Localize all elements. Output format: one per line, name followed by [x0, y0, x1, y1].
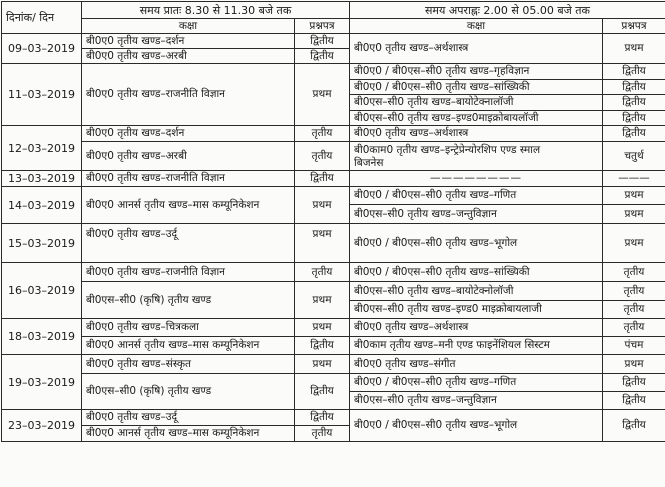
date-cell: 13–03–2019: [2, 171, 82, 187]
morning-class-cell: बी0ए0 तृतीय खण्ड–संस्कृत: [82, 355, 295, 374]
date-cell: 16–03–2019: [2, 263, 82, 319]
morning-paper-cell: तृतीय: [295, 426, 350, 442]
evening-paper-cell: प्रथम: [603, 205, 665, 224]
date-day-header: दिनांक/ दिन: [2, 2, 82, 34]
evening-paper-cell: तृतीय: [603, 282, 665, 301]
morning-class-cell: बी0ए0 तृतीय खण्ड–अरबी: [82, 142, 295, 171]
evening-paper-cell: तृतीय: [603, 319, 665, 337]
table-row: [2, 282, 665, 301]
evening-paper-cell: द्वितीय: [603, 64, 665, 80]
table-row: [2, 142, 665, 157]
evening-class-line: बी0काम0 तृतीय खण्ड–इन्ट्रेप्रेन्योरशिप एण्ड स्माल: [354, 144, 541, 156]
evening-paper-header: प्रश्नपत्र: [603, 19, 665, 34]
table-row: [2, 34, 665, 49]
evening-paper-cell: प्रथम: [603, 187, 665, 205]
morning-class-cell: बी0एस–सी0 (कृषि) तृतीय खण्ड: [82, 374, 295, 410]
morning-paper-cell: प्रथम: [295, 187, 350, 224]
evening-class-cell: बी0एस–सी0 तृतीय खण्ड–बायोटेक्नोलॉजी: [350, 282, 603, 301]
evening-class-cell: बी0एस–सी0 तृतीय खण्ड–बायोटेक्नालॉजी: [350, 95, 603, 111]
morning-class-cell: बी0ए0 तृतीय खण्ड–उर्दू: [82, 224, 295, 263]
table-row: [2, 337, 665, 355]
morning-paper-header: प्रश्नपत्र: [295, 19, 350, 34]
morning-class-cell: बी0ए0 तृतीय खण्ड–अरबी: [82, 49, 295, 64]
morning-paper-cell: द्वितीय: [295, 171, 350, 187]
evening-class-cell: बी0ए0 / बी0एस–सी0 तृतीय खण्ड–भूगोल: [350, 410, 603, 442]
date-cell: 23–03–2019: [2, 410, 82, 442]
morning-class-cell: बी0ए0 तृतीय खण्ड–राजनीति विज्ञान: [82, 263, 295, 282]
morning-paper-cell: प्रथम: [295, 319, 350, 337]
evening-paper-cell: पंचम: [603, 337, 665, 355]
date-cell: 12–03–2019: [2, 126, 82, 171]
evening-paper-cell: चतुर्थ: [603, 142, 665, 171]
table-row: [2, 224, 665, 263]
table-row: [2, 319, 665, 337]
table-row: [2, 126, 665, 142]
evening-paper-cell: द्वितीय: [603, 111, 665, 126]
evening-class-cell: बी0ए0 तृतीय खण्ड–संगीत: [350, 355, 603, 374]
evening-paper-cell: प्रथम: [603, 355, 665, 374]
evening-class-cell: [350, 142, 603, 171]
morning-paper-cell: द्वितीय: [295, 337, 350, 355]
evening-paper-cell: द्वितीय: [603, 392, 665, 410]
table-row: [2, 263, 665, 282]
morning-paper-cell: तृतीय: [295, 263, 350, 282]
morning-class-cell: बी0ए0 तृतीय खण्ड–राजनीति विज्ञान: [82, 64, 295, 126]
table-row: [2, 171, 665, 187]
evening-class-cell: बी0ए0 / बी0एस–सी0 तृतीय खण्ड–सांख्यिकी: [350, 263, 603, 282]
morning-paper-cell: तृतीय: [295, 142, 350, 171]
evening-class-cell: बी0ए0 / बी0एस–सी0 तृतीय खण्ड–गणित: [350, 374, 603, 392]
morning-class-cell: बी0ए0 आनर्स तृतीय खण्ड–मास कम्यूनिकेशन: [82, 337, 295, 355]
evening-paper-cell: तृतीय: [603, 301, 665, 319]
morning-class-cell: बी0ए0 तृतीय खण्ड–राजनीति विज्ञान: [82, 171, 295, 187]
morning-paper-cell: द्वितीय: [295, 374, 350, 410]
evening-class-line: बिजनेस: [354, 157, 384, 169]
evening-paper-cell: द्वितीय: [603, 410, 665, 442]
table-row: [2, 410, 665, 426]
evening-class-cell: ————————: [350, 171, 603, 187]
date-cell: 18–03–2019: [2, 319, 82, 355]
morning-paper-cell: द्वितीय: [295, 410, 350, 426]
morning-class-header: कक्षा: [82, 19, 295, 34]
date-cell: 15–03–2019: [2, 224, 82, 263]
date-cell: 11–03–2019: [2, 64, 82, 126]
morning-class-cell: बी0एस–सी0 (कृषि) तृतीय खण्ड: [82, 282, 295, 319]
table-row: [2, 374, 665, 392]
evening-class-cell: बी0एस–सी0 तृतीय खण्ड–जन्तुविज्ञान: [350, 205, 603, 224]
evening-class-cell: बी0ए0 तृतीय खण्ड–अर्थशास्त्र: [350, 319, 603, 337]
morning-class-cell: बी0ए0 तृतीय खण्ड–उर्दू: [82, 410, 295, 426]
table-row: [2, 355, 665, 374]
exam-schedule-table: [1, 1, 665, 442]
morning-class-cell: बी0ए0 आनर्स तृतीय खण्ड–मास कम्यूनिकेशन: [82, 187, 295, 224]
evening-session-header: समय अपराह्नः 2.00 से 05.00 बजे तक: [350, 2, 665, 19]
date-cell: 19–03–2019: [2, 355, 82, 410]
morning-paper-cell: द्वितीय: [295, 34, 350, 49]
morning-class-cell: बी0ए0 आनर्स तृतीय खण्ड–मास कम्यूनिकेशन: [82, 426, 295, 442]
evening-class-cell: बी0ए0 तृतीय खण्ड–अर्थशास्त्र: [350, 126, 603, 142]
evening-paper-cell: द्वितीय: [603, 126, 665, 142]
table-row: [2, 64, 665, 80]
evening-class-cell: बी0एस–सी0 तृतीय खण्ड–जन्तुविज्ञान: [350, 392, 603, 410]
morning-paper-cell: प्रथम: [295, 282, 350, 319]
evening-paper-cell: तृतीय: [603, 263, 665, 282]
evening-class-cell: बी0काम तृतीय खण्ड–मनी एण्ड फाइनेंशियल सिस्टम: [350, 337, 603, 355]
evening-class-cell: बी0ए0 / बी0एस–सी0 तृतीय खण्ड–गृहविज्ञान: [350, 64, 603, 80]
evening-paper-cell: प्रथम: [603, 224, 665, 263]
evening-paper-cell: द्वितीय: [603, 374, 665, 392]
evening-class-cell: बी0ए0 / बी0एस–सी0 तृतीय खण्ड–सांख्यिकी: [350, 80, 603, 95]
evening-class-cell: बी0ए0 / बी0एस–सी0 तृतीय खण्ड–गणित: [350, 187, 603, 205]
date-cell: 14–03–2019: [2, 187, 82, 224]
morning-session-header: समय प्रातः 8.30 से 11.30 बजे तक: [82, 2, 350, 19]
morning-paper-cell: तृतीय: [295, 126, 350, 142]
morning-paper-cell: प्रथम: [295, 355, 350, 374]
evening-paper-cell: प्रथम: [603, 34, 665, 64]
evening-class-cell: बी0ए0 तृतीय खण्ड–अर्थशास्त्र: [350, 34, 603, 64]
morning-paper-cell: प्रथम: [295, 64, 350, 126]
evening-class-cell: बी0एस–सी0 तृतीय खण्ड–इण्ड0माइक्रोबायलॉजी: [350, 111, 603, 126]
evening-class-cell: बी0ए0 / बी0एस–सी0 तृतीय खण्ड–भूगोल: [350, 224, 603, 263]
table-row: [2, 187, 665, 205]
morning-class-cell: बी0ए0 तृतीय खण्ड–चित्रकला: [82, 319, 295, 337]
evening-paper-cell: द्वितीय: [603, 95, 665, 111]
evening-class-header: कक्षा: [350, 19, 603, 34]
evening-class-cell: बी0एस–सी0 तृतीय खण्ड–इण्ड0 माइक्रोबायलाजी: [350, 301, 603, 319]
evening-paper-cell: ———: [603, 171, 665, 187]
evening-paper-cell: द्वितीय: [603, 80, 665, 95]
morning-paper-cell: द्वितीय: [295, 49, 350, 64]
morning-paper-cell: प्रथम: [295, 224, 350, 263]
morning-class-cell: बी0ए0 तृतीय खण्ड–दर्शन: [82, 126, 295, 142]
morning-class-cell: बी0ए0 तृतीय खण्ड–दर्शन: [82, 34, 295, 49]
date-cell: 09–03–2019: [2, 34, 82, 64]
